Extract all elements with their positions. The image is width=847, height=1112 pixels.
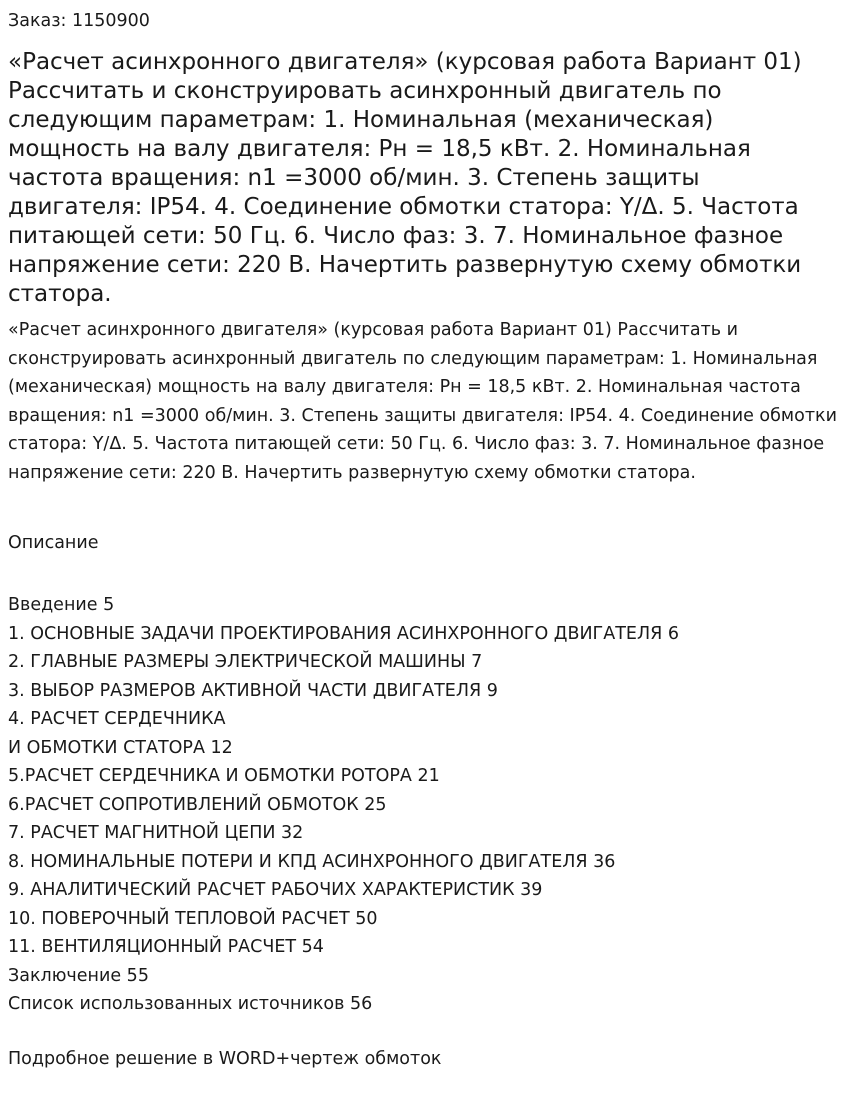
toc-item: Введение 5 xyxy=(8,595,115,615)
solution-note: Подробное решение в WORD+чертеж обмоток xyxy=(8,1049,442,1069)
toc-item: 1. ОСНОВНЫЕ ЗАДАЧИ ПРОЕКТИРОВАНИЯ АСИНХРОННОГО ДВИГАТЕЛЯ 6 xyxy=(8,623,679,644)
toc-item: 5.РАСЧЕТ СЕРДЕЧНИКА И ОБМОТКИ РОТОРА 21 xyxy=(8,766,440,786)
toc-item: 9. АНАЛИТИЧЕСКИЙ РАСЧЕТ РАБОЧИХ ХАРАКТЕРИСТИК 39 xyxy=(8,880,543,900)
toc-item: Заключение 55 xyxy=(8,965,149,986)
order-number: Заказ: 1150900 xyxy=(8,11,150,31)
toc-item: 3. ВЫБОР РАЗМЕРОВ АКТИВНОЙ ЧАСТИ ДВИГАТЕЛЯ 9 xyxy=(8,680,498,701)
toc-item: 2. ГЛАВНЫЕ РАЗМЕРЫ ЭЛЕКТРИЧЕСКОЙ МАШИНЫ 7 xyxy=(8,652,483,672)
toc-item: 10. ПОВЕРОЧНЫЙ ТЕПЛОВОЙ РАСЧЕТ 50 xyxy=(8,908,378,929)
toc-item: 8. НОМИНАЛЬНЫЕ ПОТЕРИ И КПД АСИНХРОННОГО ДВИГАТЕЛЯ 36 xyxy=(8,851,616,872)
toc-item: 11. ВЕНТИЛЯЦИОННЫЙ РАСЧЕТ 54 xyxy=(8,937,324,957)
toc-item: 7. РАСЧЕТ МАГНИТНОЙ ЦЕПИ 32 xyxy=(8,823,304,843)
toc-item: 4. РАСЧЕТ СЕРДЕЧНИКА xyxy=(8,709,226,729)
document-title: «Расчет асинхронного двигателя» (курсовая работа Вариант 01) Рассчитать и сконструировать асинхронный двигатель по следующим параметрам: 1. Номинальная (механическая) мощность на валу двигателя: Рн = 18,5 кВт. 2. Номинальная частота вращения: n1 =3000 об/мин. 3. Степень защиты двигателя: IP54. 4. Соединение обмотки статора: Y/Δ. 5. Частота питающей сети: 50 Гц. 6. Число фаз: 3. 7. Номинальное фазное напряжение сети: 220 В. Начертить развернутую схему обмотки статора. xyxy=(8,49,802,307)
table-of-contents xyxy=(8,591,840,1019)
toc-item: Список использованных источников 56 xyxy=(8,994,373,1014)
description-heading: Описание xyxy=(8,533,99,553)
task-description: «Расчет асинхронного двигателя» (курсовая работа Вариант 01) Рассчитать и сконструировать асинхронный двигатель по следующим параметрам: 1. Номинальная (механическая) мощность на валу двигателя: Рн = 18,5 кВт. 2. Номинальная частота вращения: n1 =3000 об/мин. 3. Степень защиты двигателя: IP54. 4. Соединение обмотки статора: Y/Δ. 5. Частота питающей сети: 50 Гц. 6. Число фаз: 3. 7. Номинальное фазное напряжение сети: 220 В. Начертить развернутую схему обмотки статора. xyxy=(8,320,837,483)
toc-item: И ОБМОТКИ СТАТОРА 12 xyxy=(8,737,233,758)
toc-item: 6.РАСЧЕТ СОПРОТИВЛЕНИЙ ОБМОТОК 25 xyxy=(8,794,387,815)
